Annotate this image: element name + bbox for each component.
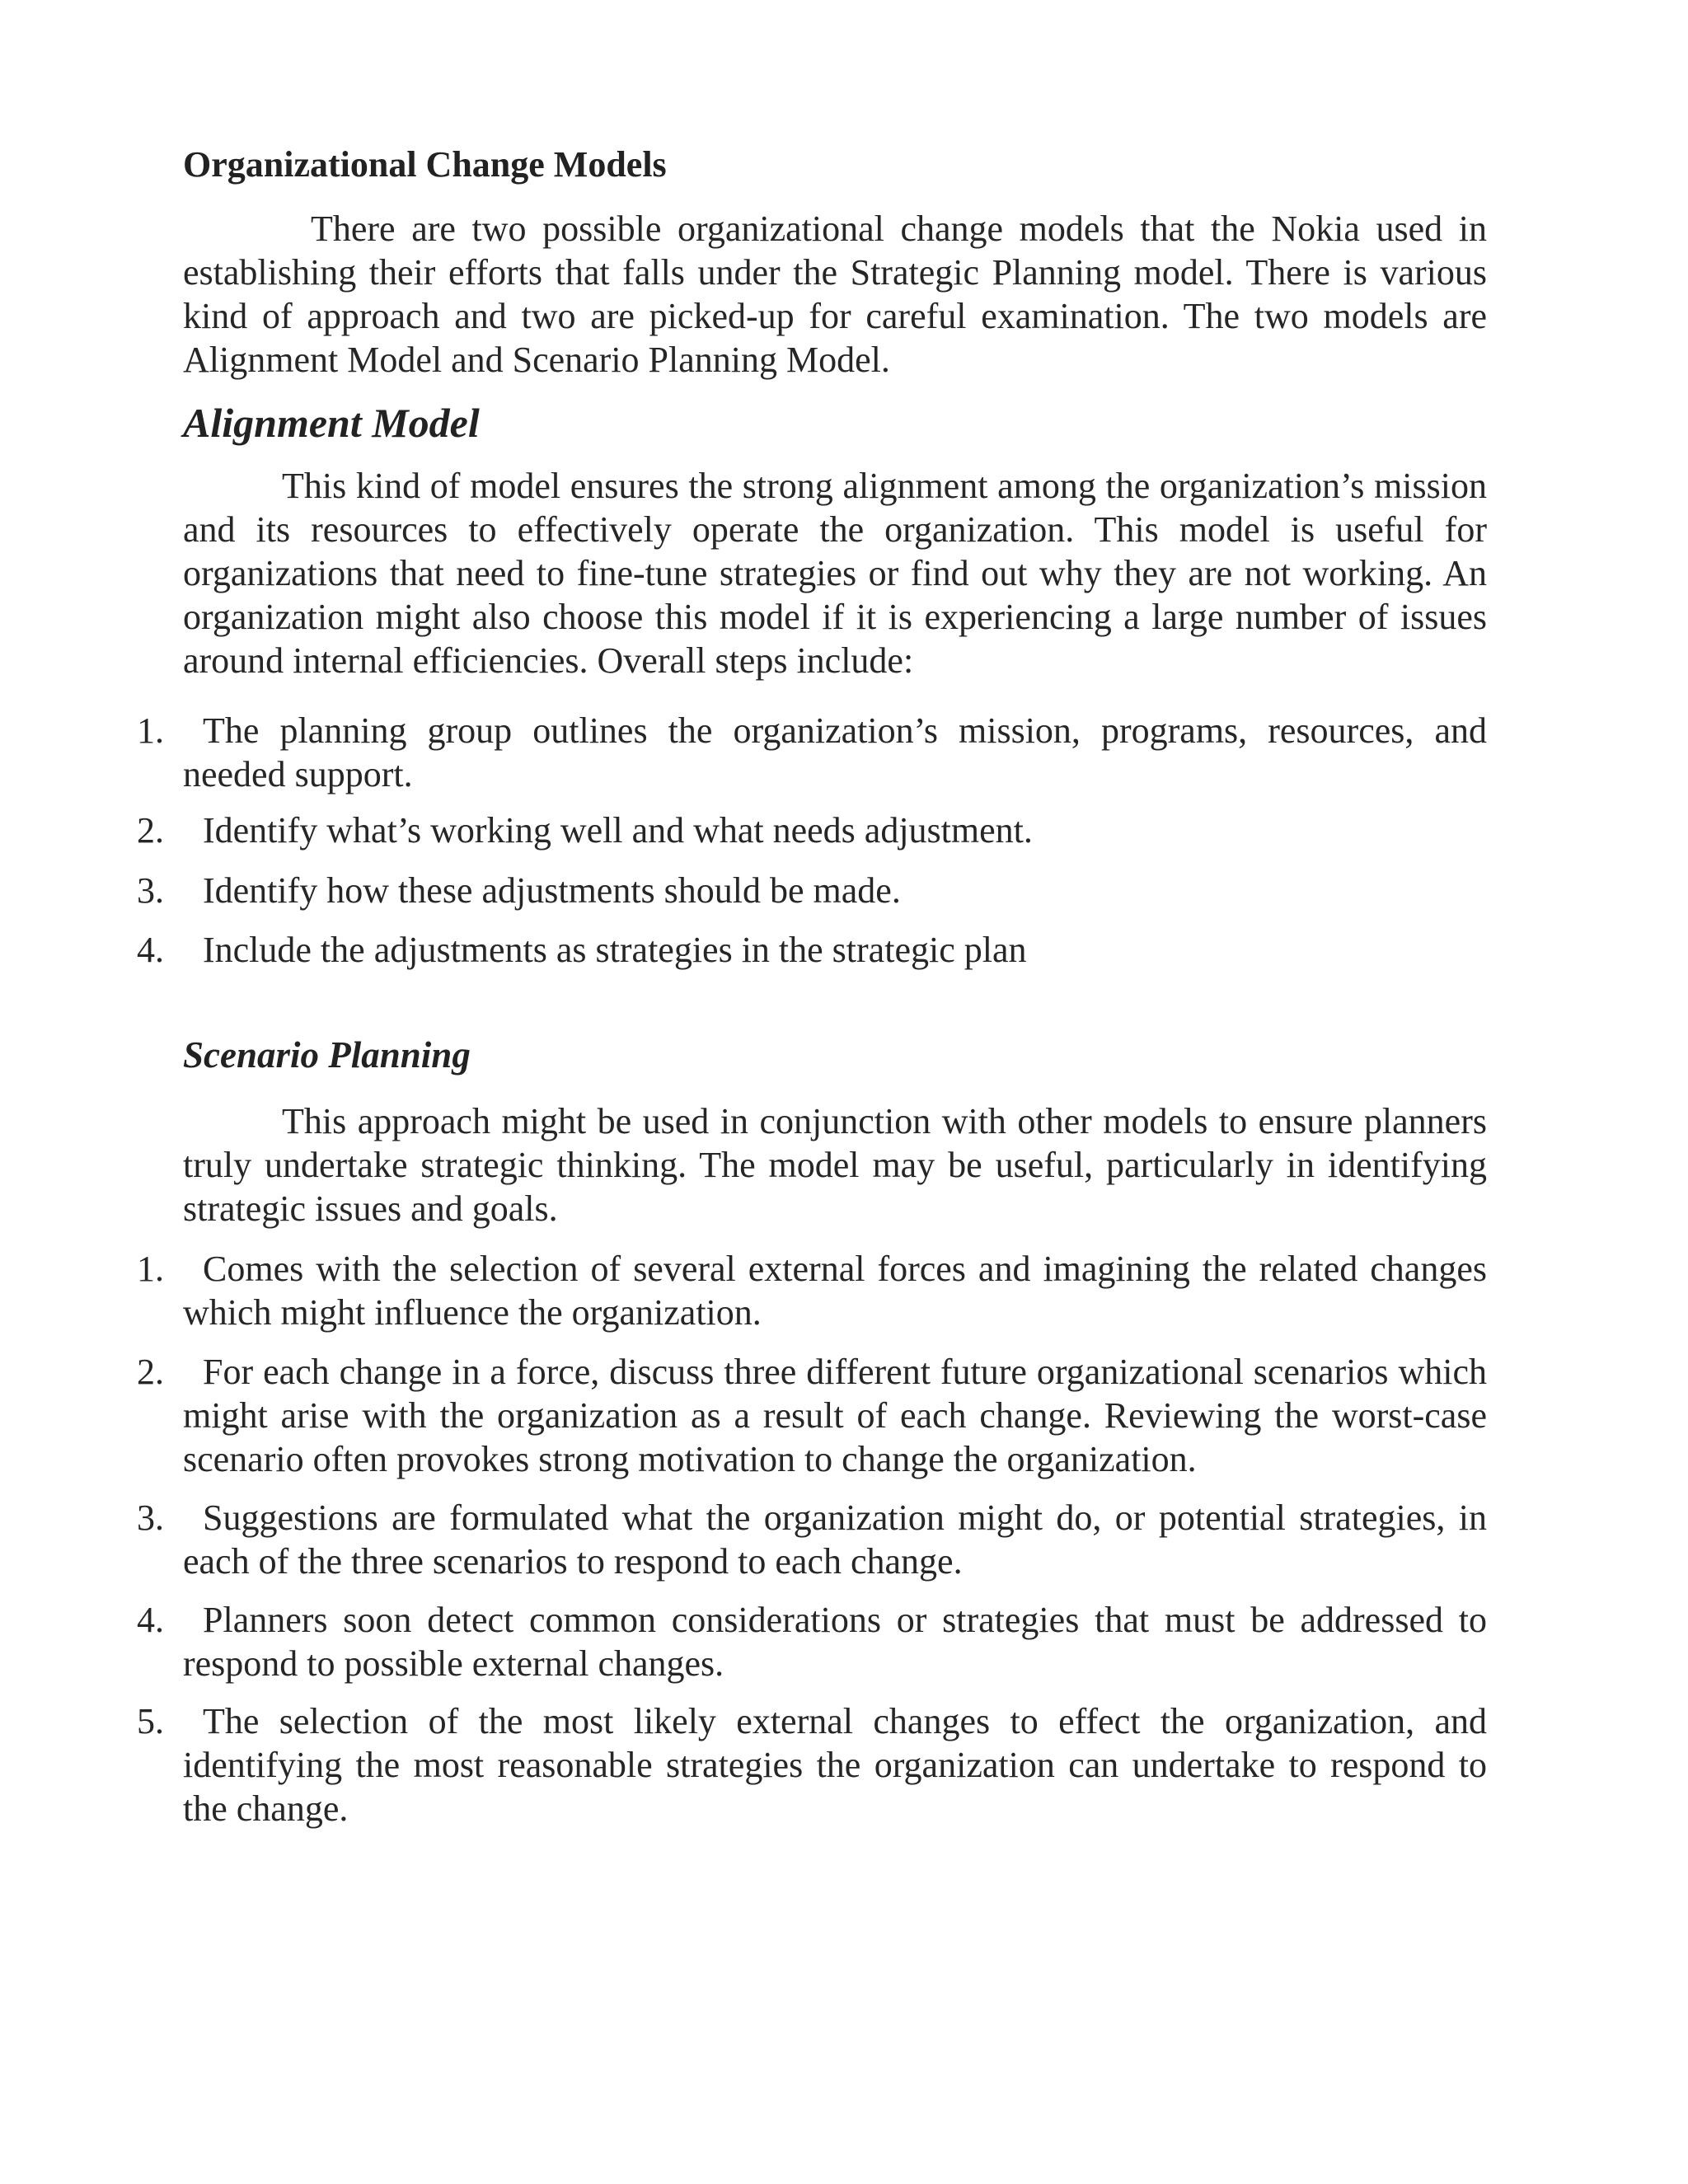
- list-item-text: The selection of the most likely external changes to effect the organization, and identifying the most reasonable strategies the organization can undertake to respond to the change.: [183, 1701, 1487, 1829]
- list-item-text: Identify how these adjustments should be made.: [203, 870, 901, 911]
- alignment-model-heading: Alignment Model: [183, 400, 480, 446]
- scenario-step-3: [137, 1496, 1487, 1583]
- list-item-text: The planning group outlines the organization’s mission, programs, resources, and needed support.: [183, 710, 1487, 794]
- list-item-text: Comes with the selection of several external forces and imagining the related changes which might influence the organization.: [183, 1249, 1487, 1333]
- scenario-step-5: [137, 1699, 1487, 1830]
- alignment-step-3: [137, 869, 1487, 912]
- scenario-planning-heading: Scenario Planning: [183, 1034, 471, 1076]
- alignment-step-1: [137, 709, 1487, 796]
- list-number: 1.: [137, 1249, 164, 1289]
- intro-paragraph: There are two possible organizational change models that the Nokia used in establishing their efforts that falls under the Strategic Planning model. There is various kind of approach and two are picked-up for careful examination. The two models are Alignment Model and Scenario Planning Model.: [183, 209, 1487, 380]
- list-number: 2.: [137, 810, 164, 851]
- list-item-text: For each change in a force, discuss three different future organizational scenarios which might arise with the organization as a result of each change. Reviewing the worst-case scenario often provokes strong motivation to change the organization.: [183, 1352, 1487, 1479]
- list-number: 4.: [137, 1600, 164, 1640]
- list-number: 2.: [137, 1352, 164, 1392]
- list-number: 5.: [137, 1701, 164, 1741]
- list-number: 4.: [137, 930, 164, 970]
- alignment-step-4: [137, 928, 1487, 972]
- scenario-step-1: [137, 1247, 1487, 1334]
- scenario-planning-paragraph: This approach might be used in conjunction with other models to ensure planners truly undertake strategic thinking. The model may be useful, particularly in identifying strategic issues and goals.: [183, 1101, 1487, 1229]
- page-title: Organizational Change Models: [183, 144, 667, 185]
- list-item-text: Suggestions are formulated what the organization might do, or potential strategies, in each of the three scenarios to respond to each change.: [183, 1497, 1487, 1582]
- list-item-text: Planners soon detect common considerations or strategies that must be addressed to respond to possible external changes.: [183, 1600, 1487, 1684]
- list-number: 3.: [137, 870, 164, 911]
- list-number: 1.: [137, 710, 164, 751]
- list-item-text: Identify what’s working well and what needs adjustment.: [203, 810, 1033, 851]
- list-item-text: Include the adjustments as strategies in the strategic plan: [203, 930, 1027, 970]
- scenario-step-2: [137, 1350, 1487, 1481]
- alignment-model-paragraph: This kind of model ensures the strong alignment among the organization’s mission and its resources to effectively operate the organization. This model is useful for organizations that need to fine-tune strategies or find out why they are not working. An organization might also choose this model if it is experiencing a large number of issues around internal efficiencies. Overall steps include:: [183, 466, 1487, 681]
- list-number: 3.: [137, 1497, 164, 1538]
- alignment-step-2: [137, 808, 1487, 852]
- scenario-step-4: [137, 1598, 1487, 1685]
